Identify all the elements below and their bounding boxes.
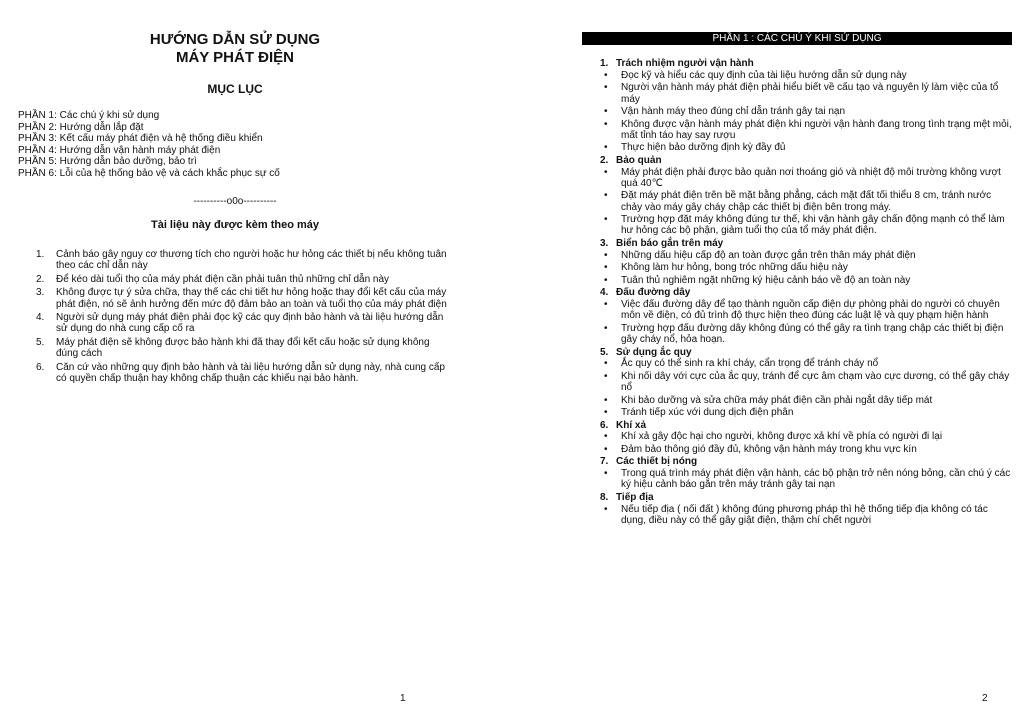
bullet-item: • Những dấu hiệu cấp độ an toàn được gắn trên thân máy phát điện <box>600 250 1012 261</box>
toc-list <box>18 110 280 180</box>
section-number: 5. <box>600 346 609 358</box>
section-block <box>600 492 1012 526</box>
page-number: 2 <box>982 693 988 704</box>
section-title: Tiếp địa <box>616 491 654 503</box>
bullet-item: • Đặt máy phát điện trên bề mặt bằng phẳng, cách mặt đất tối thiểu 8 cm, tránh nước chảy vào máy gây cháy chập các thiết bị điện bên trong máy. <box>600 190 1012 213</box>
item-text: Căn cứ vào những quy định bảo hành và tài liệu hướng dẫn sử dụng này, nhà cung cấp có quyền chấp thuận hay không chấp thuận các khiếu nại bảo hành. <box>56 361 445 385</box>
section-heading <box>600 238 1012 250</box>
item-number: 3. <box>36 287 45 299</box>
bullet-list <box>600 299 1012 345</box>
section-heading <box>600 347 1012 359</box>
bullet-item: • Khi nối dây với cực của ắc quy, tránh để cực âm chạm vào cực dương, có thể gây cháy nổ <box>600 371 1012 394</box>
item-text: Để kéo dài tuổi thọ của máy phát điện cần phải tuân thủ những chỉ dẫn này <box>56 273 390 285</box>
toc-item: PHẦN 5: Hướng dẫn bảo dưỡng, bảo trì <box>18 156 197 168</box>
section-heading <box>600 58 1012 70</box>
attachment-list <box>36 249 448 386</box>
item-text: Người sử dụng máy phát điện phải đọc kỹ các quy định bảo hành và tài liệu hướng dẫn sử dụng do nhà cung cấp cố ra <box>56 312 444 335</box>
section-title: Trách nhiệm người vận hành <box>616 58 754 69</box>
attachment-heading: Tài liệu này được kèm theo máy <box>150 219 319 231</box>
bullet-item: • Ắc quy có thể sinh ra khí cháy, cẩn trọng để tránh cháy nổ <box>600 358 1012 369</box>
list-item <box>36 362 448 385</box>
bullet-list <box>600 167 1012 237</box>
toc-item: PHẦN 1: Các chú ý khi sử dụng <box>18 110 160 121</box>
bullet-item: • Khí xả gây độc hại cho người, không được xả khí về phía có người đi lại <box>600 431 1012 442</box>
bullet-item: • Tuân thủ nghiêm ngặt những ký hiệu cảnh báo về độ an toàn này <box>600 275 1012 286</box>
item-text: Cảnh báo gây nguy cơ thương tích cho người hoặc hư hỏng các thiết bị nếu không tuân theo các chỉ dẫn này <box>56 249 447 272</box>
section-heading <box>600 456 1012 468</box>
bullet-item: • Khi bảo dưỡng và sửa chữa máy phát điện cần phải ngắt dây tiếp mát <box>600 395 1012 406</box>
bullet-item: • Máy phát điện phải được bảo quản nơi thoáng gió và nhiệt độ môi trường không vượt quá 40℃ <box>600 167 1012 190</box>
bullet-item: • Người vận hành máy phát điện phải hiểu biết về cấu tạo và nguyên lý làm việc của tổ máy <box>600 82 1012 105</box>
bullet-item: • Trường hợp đặt máy không đúng tư thế, khi vận hành gây chấn động mạnh có thể làm hư hỏng các bộ phận, giảm tuổi thọ của tổ máy phát điện. <box>600 214 1012 237</box>
list-item <box>36 337 448 360</box>
section-block <box>600 347 1012 419</box>
section-title: Đấu đường dây <box>616 287 691 299</box>
separator: ----------o0o---------- <box>193 196 277 207</box>
section-number: 6. <box>600 419 609 431</box>
section-block <box>600 238 1012 286</box>
bullet-list <box>600 70 1012 154</box>
list-item <box>36 312 448 335</box>
section-number: 1. <box>600 58 609 69</box>
section-number: 7. <box>600 456 609 468</box>
item-number: 4. <box>36 312 45 324</box>
list-item <box>36 249 448 272</box>
item-number: 5. <box>36 336 45 348</box>
section-heading <box>600 492 1012 504</box>
bullet-item: • Việc đấu đường dây để tạo thành nguồn cấp điện dự phòng phải do người có chuyên môn về điện, có đủ trình độ thực hiện theo đúng các luật lệ và quy phạm hiện hành <box>600 299 1012 322</box>
section-block <box>600 420 1012 456</box>
page-number: 1 <box>400 693 406 704</box>
bullet-item: • Trường hợp đấu đường dây không đúng có thể gây ra tình trạng chập các thiết bị điện gây cháy nổ, hỏa hoạn. <box>600 323 1012 346</box>
section-number: 4. <box>600 287 609 299</box>
section-title: Khí xả <box>616 419 647 431</box>
item-text: Máy phát điện sẽ không được bảo hành khi đã thay đổi kết cấu hoặc sử dụng không đúng cách <box>56 336 430 360</box>
section-heading <box>600 420 1012 432</box>
bullet-list <box>600 250 1012 286</box>
toc-item: PHẦN 4: Hướng dẫn vận hành máy phát điện <box>18 144 221 156</box>
bullet-item: • Nếu tiếp địa ( nối đất ) không đúng phương pháp thì hệ thống tiếp địa không có tác dụng, điều này có thể gây giật điện, thậm chí chết người <box>600 504 1012 527</box>
bullet-item: • Không được vận hành máy phát điện khi người vận hành đang trong tình trạng mệt mỏi, mất tỉnh táo hay say rượu <box>600 119 1012 142</box>
section-number: 2. <box>600 154 609 166</box>
section-title: Biển báo gắn trên máy <box>616 237 724 249</box>
list-item <box>36 287 448 310</box>
toc-item: PHẦN 6: Lỗi của hệ thống bảo vệ và cách khắc phục sự cố <box>18 167 280 179</box>
section-block <box>600 155 1012 237</box>
section-title: Các thiết bị nóng <box>616 456 698 468</box>
bullet-item: • Đảm bảo thông gió đầy đủ, không vận hành máy trong khu vực kín <box>600 444 1012 455</box>
section-title-bar: PHẦN 1 : CÁC CHÚ Ý KHI SỬ DỤNG <box>582 32 1012 45</box>
toc-item: PHẦN 3: Kết cấu máy phát điện và hệ thống điều khiển <box>18 133 263 145</box>
toc-heading: MỤC LỤC <box>207 82 263 96</box>
right-page <box>512 0 1024 724</box>
toc-item: PHẦN 2: Hướng dẫn lắp đặt <box>18 121 144 133</box>
document-title-line1: HƯỚNG DẪN SỬ DỤNG <box>149 31 321 48</box>
section-heading <box>600 287 1012 299</box>
bullet-item: • Tránh tiếp xúc với dung dịch điện phân <box>600 407 1012 418</box>
document-title-line2: MÁY PHÁT ĐIỆN <box>175 49 295 66</box>
bullet-list <box>600 358 1012 418</box>
bullet-item: • Vận hành máy theo đúng chỉ dẫn tránh gây tai nạn <box>600 106 1012 117</box>
section-block <box>600 287 1012 345</box>
bullet-item: • Đọc kỹ và hiểu các quy định của tài liệu hướng dẫn sử dụng này <box>600 70 1012 81</box>
section-title: Sử dụng ắc quy <box>616 346 692 358</box>
bullet-list <box>600 431 1012 455</box>
section-block <box>600 456 1012 490</box>
item-number: 6. <box>36 361 45 373</box>
list-item <box>36 274 448 285</box>
bullet-item: • Không làm hư hỏng, bong tróc những dấu hiệu này <box>600 262 1012 273</box>
section-title: Bảo quản <box>616 154 662 166</box>
section-heading <box>600 155 1012 167</box>
item-text: Không được tự ý sửa chữa, thay thế các chi tiết hư hỏng hoặc thay đổi kết cấu của máy phát điện, nó sẽ ảnh hưởng đến mức độ đảm bảo an toàn và tuổi thọ của máy phát điện <box>56 287 447 310</box>
bullet-list <box>600 504 1012 527</box>
item-number: 1. <box>36 249 45 260</box>
item-number: 2. <box>36 273 45 285</box>
bullet-item: • Trong quá trình máy phát điện vận hành, các bộ phận trở nên nóng bỏng, cần chú ý các ký hiệu cảnh báo gắn trên máy tránh gây tai nạn <box>600 468 1012 491</box>
section-block <box>600 58 1012 154</box>
section-number: 8. <box>600 491 609 503</box>
section-number: 3. <box>600 237 609 249</box>
rules-list <box>600 58 1012 528</box>
bullet-list <box>600 468 1012 491</box>
bullet-item: • Thực hiện bảo dưỡng định kỳ đầy đủ <box>600 142 1012 153</box>
